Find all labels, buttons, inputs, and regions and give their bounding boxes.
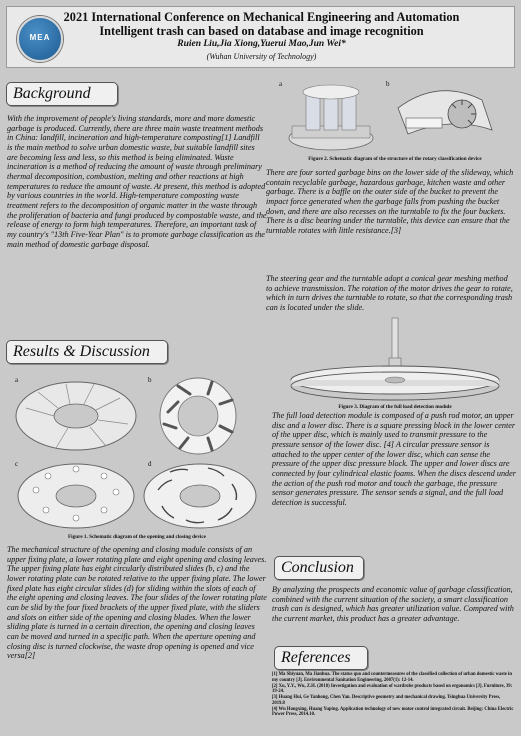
figure-2 xyxy=(276,78,514,154)
figure-1-caption: Figure 1. Schematic diagram of the opening and closing device xyxy=(68,534,206,540)
reference-item: [4] Wu Hongxing, Huang Yuping. Application technology of new motor control integrated circuit. Beijing: China Electric Power Press, 2014.10. xyxy=(272,706,514,718)
background-text: With the improvement of people's living standards, more and more domestic garbage is produced. Currently, there are three main waste treatment methods in China: landfill, incineration and high-temperature composting[1] Landfill is the main method to solve urban domestic waste, but suitable landfill sites are becoming less and less, so this method is being eliminated. Waste incineration is a method of reducing the amount of waste through preliminary thermal decomposition, combustion, melting and other reactions at high temperatures to reduce the amount of waste. At present, this method is adopted by various countries in the world. High-temperature composting waste treatment refers to the decomposition of organic matter in the waste through the proliferation of bacteria and fungi produced by compostable waste, and the release of energy to form high temperatures. Therefore, an important task of my country's "13th Five-Year Plan" is to promote garbage classification as the main method of domestic garbage disposal. xyxy=(7,114,267,249)
figure-3 xyxy=(276,316,514,402)
reference-item: [1] Ma Shiyuan, Ma Jianhua. The status quo and countermeasures of the classified collection of urban domestic waste in my country [J]. Environmental Sanitation Engineering, 2007(1): 12-14. xyxy=(272,672,512,683)
figure-1 xyxy=(8,372,266,532)
fig1-label-b: b xyxy=(148,376,152,384)
affiliation: (Wuhan University of Technology) xyxy=(206,52,317,61)
figure-2-caption: Figure 2. Schematic diagram of the structure of the rotary classification device xyxy=(308,156,482,162)
conclusion-heading: Conclusion xyxy=(274,556,364,580)
fig2-label-b: b xyxy=(386,80,390,88)
fig1-a-drawing xyxy=(16,382,136,450)
authors: Ruien Liu,Jia Xiong,Yuerui Mao,Jun Wei* xyxy=(177,39,346,49)
results-left-text: The mechanical structure of the opening and closing module consists of an upper fixing plate, a lower rotating plate and eight opening and closing leaves. The upper fixing plate has eight circularly distributed slides (b, c) and the lower rotating plate can be rotated relative to the upper fixing plate. The lower fixed plate has eight circular slides (d) for sliding within the slots of each of the eight opening and closing leaves. The four slides of the lower rotating plate can be slid by the four fixed brackets of the upper fixed plate, with the sliders and slots on either side of the opening and closing blades. When the lower sliding plate is turned in a certain direction, the opening and closing leaves can be moved and turned in a specific path. When the aperture opening and closing disc is turned clockwise, the waste drop opening is opened and vice versa[2] xyxy=(7,545,267,661)
fig1-c-drawing xyxy=(18,464,134,528)
poster-header xyxy=(6,6,515,68)
right-text-1: There are four sorted garbage bins on the lower side of the slideway, which contain recyclable garbage, hazardous garbage, kitchen waste and other garbage. There is a baffle on the outer side of the bucket to prevent the impact force generated when the garbage falls from pushing the bucket down, and there are also recesses on the turntable to fix the four buckets. There is a disc bearing under the turntable, this device can ensure that the turntable rotates with little resistance.[3] xyxy=(266,168,514,235)
references-heading: References xyxy=(274,646,368,670)
logo-text: MEA xyxy=(29,33,51,42)
conference-name: 2021 International Conference on Mechanical Engineering and Automation xyxy=(63,10,460,24)
fig2-a-drawing xyxy=(289,85,373,150)
figure-3-caption: Figure 3. Diagram of the full load detection module xyxy=(338,404,452,410)
fig1-label-a: a xyxy=(15,376,19,384)
fig1-b-drawing xyxy=(160,378,236,454)
reference-item: [3] Huang Hui, Ge Yanhong, Chen Yan. Descriptive geometry and mechanical drawing. Tsinghua University Press, 2019.8 xyxy=(272,695,501,706)
fig1-d-drawing xyxy=(144,464,256,528)
right-text-2: The steering gear and the turntable adopt a conical gear meshing method to achieve transmission. The rotation of the motor drives the gear to rotate, which in turn drives the turntable to rotate, so that the corresponding trash can is located under the slide. xyxy=(266,274,513,312)
fig2-b-drawing xyxy=(398,91,492,134)
background-heading: Background xyxy=(6,82,118,106)
fig2-drawings xyxy=(276,78,514,154)
reference-item: [2] Xu, Y.Y., Wu, Z.H. (2018) Investigation and evaluation of wardrobe products based on ergonomics [J]. Furniture, 39: 19-24. xyxy=(272,683,513,695)
fig1-drawings xyxy=(8,372,266,532)
fig1-label-d: d xyxy=(148,460,152,468)
fig1-label-c: c xyxy=(15,460,19,468)
results-heading: Results & Discussion xyxy=(6,340,168,364)
fig3-drawing xyxy=(276,316,514,402)
poster-title: Intelligent trash can based on database and image recognition xyxy=(99,24,424,38)
conclusion-text: By analyzing the prospects and economic value of garbage classification, combined with the current situation of the society, a smart classification trash can is designed, which has greater utilization value. Compared with the current market, this product has a greater advantage. xyxy=(272,585,514,623)
right-text-3: The full load detection module is composed of a push rod motor, an upper disc and a lower disc. There is a square pressing block in the lower center of the upper disc, which is mainly used to transmit pressure to the pressure sensor of the lower disc. [4] A circular pressure sensor is attached to the upper center of the lower disc, which can sense the pressure of the upper disc pressure block. The upper and lower discs are connected by four cylindrical elastic foams. When the discs descend under the action of the push rod motor and touch the garbage, the pressure sensor generates pressure. The sensor sends a signal, and the full load detection is successful. xyxy=(272,411,516,507)
fig2-label-a: a xyxy=(279,80,283,88)
references-list xyxy=(272,672,514,718)
